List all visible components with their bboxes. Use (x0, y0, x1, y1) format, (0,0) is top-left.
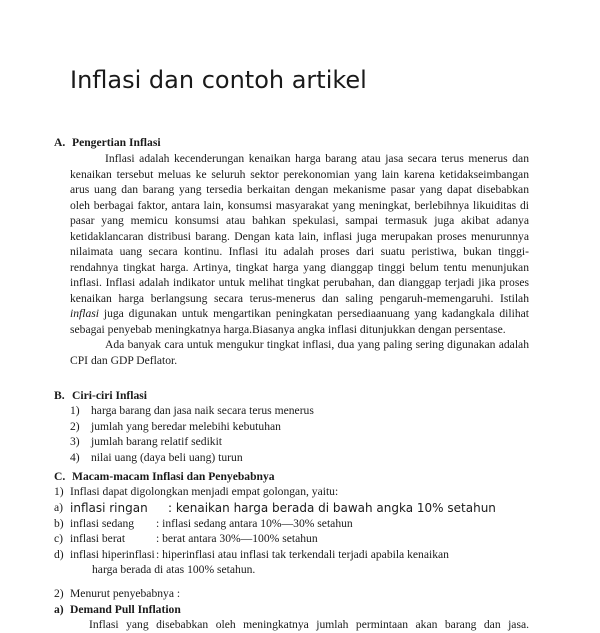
list-item: 4) nilai uang (daya beli uang) turun (70, 450, 243, 464)
section-b-letter: B. (54, 389, 65, 402)
list-item: 3) jumlah barang relatif sedikit (70, 435, 223, 448)
section-c-letter: C. (54, 470, 66, 483)
section-a-body (70, 151, 529, 368)
list-item: d) inflasi hiperinflasi : hiperinflasi atau inflasi tak terkendali terjadi apabila kenaikan (54, 547, 449, 561)
characteristics-list (70, 403, 530, 465)
inflation-types-list (54, 484, 534, 578)
list-item: a) inflasi ringan : kenaikan harga berada di bawah angka 10% setahun (54, 500, 496, 515)
section-b-title: Ciri-ciri Inflasi (72, 389, 148, 402)
list-item: 1) harga barang dan jasa naik secara terus menerus (70, 404, 314, 417)
page-title: Inflasi dan contoh artikel (70, 66, 367, 94)
section-a-paragraph-1 (70, 151, 529, 337)
para1-text: Inflasi adalah kecenderungan kenaikan harga barang atau jasa secara terus menerus dan kenaikan tersebut meluas ke seluruh sektor perekonomian yang lain karena ketidakseimbangan arus uang dan barang yang tersedia berkaitan dengan mekanisme pasar yang dapat disebabkan oleh berbagai faktor, antara lain, konsumsi masyarakat yang meningkat, berlebihnya likuiditas di pasar yang memicu konsumsi atau bahkan spekulasi, sampai termasuk juga akibat adanya ketidaklancaran distribusi barang. Dengan kata lain, inflasi juga merupakan proses menurunnya nilaimata uang secara kontinu. Inflasi itu adalah proses dari suatu peristiwa, bukan tinggi-rendahnya tingkat harga. Artinya, tingkat harga yang dianggap tinggi belum tentu menunjukan inflasi. Inflasi adalah indikator untuk melihat tingkat perubahan, dan dianggap terjadi jika proses kenaikan harga berlangsung secara terus-menerus dan saling pengaruh-memengaruhi. Istilah (70, 152, 529, 305)
causes-section (54, 586, 529, 633)
section-a-title: Pengertian Inflasi (72, 136, 161, 149)
list-item: 1) Inflasi dapat digolongkan menjadi empat golongan, yaitu: (54, 485, 339, 498)
demand-pull-text: Inflasi yang disebabkan oleh meningkatnya jumlah permintaan akan barang dan jasa. (89, 618, 529, 631)
section-c-title: Macam-macam Inflasi dan Penyebabnya (72, 470, 275, 483)
list-item: 2) Menurut penyebabnya : (54, 587, 181, 600)
list-item: b) inflasi sedang : inflasi sedang antara 10%—30% setahun (54, 516, 353, 530)
section-a-letter: A. (54, 136, 66, 149)
subheading-demand-pull: a) Demand Pull Inflation (54, 602, 181, 616)
list-item-continuation: harga berada di atas 100% setahun. (92, 563, 256, 576)
section-a-paragraph-2: Ada banyak cara untuk mengukur tingkat inflasi, dua yang paling sering digunakan adalah CPI dan GDP Deflator. (70, 338, 529, 367)
para1-italic-term: inflasi (70, 307, 99, 320)
list-item: 2) jumlah yang beredar melebihi kebutuhan (70, 419, 281, 433)
section-a-heading (54, 136, 161, 149)
section-b-heading (54, 389, 147, 402)
para1-text-end: juga digunakan untuk mengartikan peningkatan persediaanuang yang kadangkala dilihat sebagai penyebab meningkatnya harga.Biasanya angka inflasi ditunjukkan dengan persentase. (70, 307, 529, 336)
section-c-heading (54, 470, 275, 483)
list-item: c) inflasi berat : berat antara 30%—100% setahun (54, 532, 318, 545)
